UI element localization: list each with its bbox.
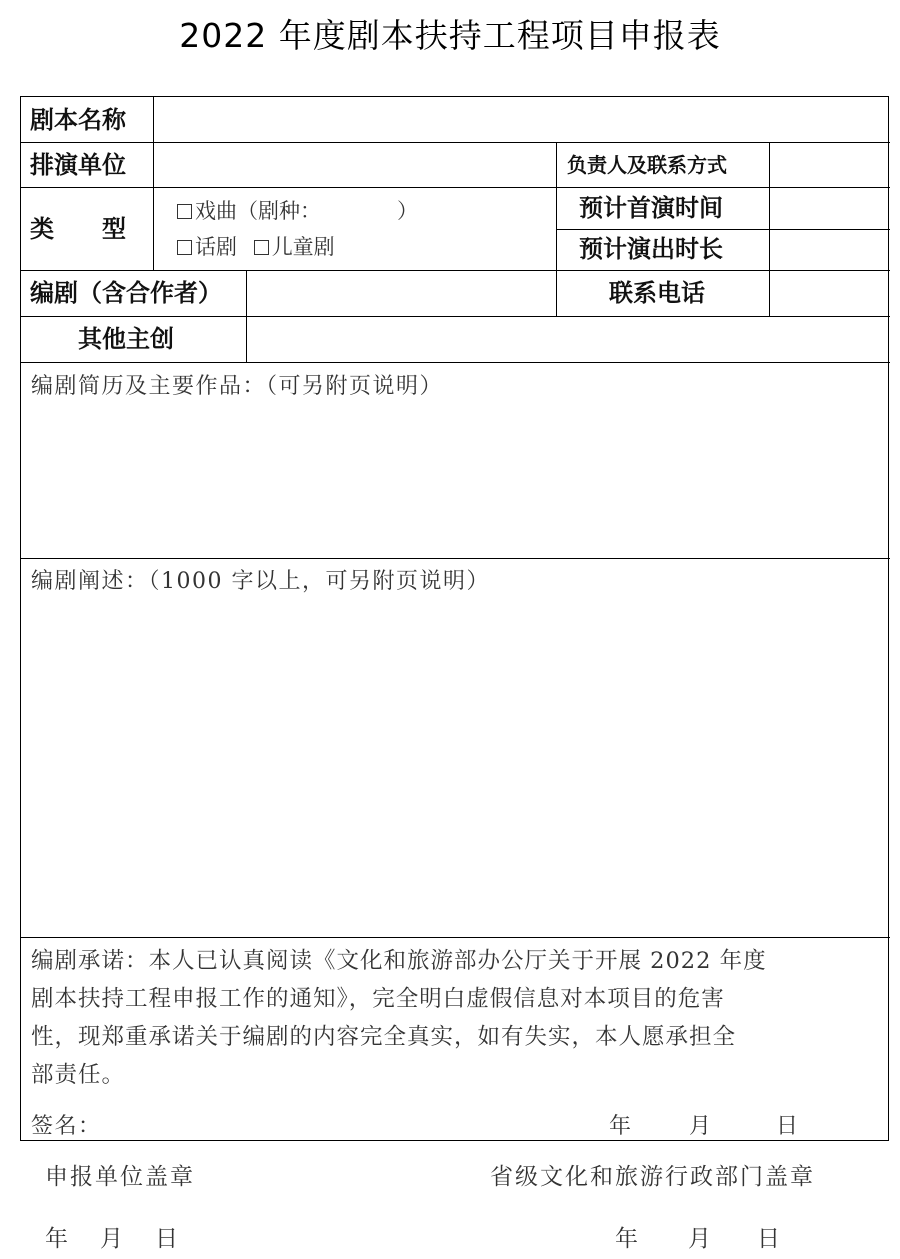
contact-person-label: 负责人及联系方式	[567, 153, 727, 177]
row-divider	[21, 362, 890, 363]
row-divider	[21, 187, 890, 188]
script-name-label: 剧本名称	[30, 106, 126, 134]
row-divider	[21, 316, 890, 317]
unit-date-year: 年	[45, 1226, 70, 1252]
first-performance-time-label: 预计首演时间	[579, 194, 723, 222]
performing-unit-label: 排演单位	[30, 151, 126, 179]
row-divider	[21, 937, 890, 938]
opera-checkbox[interactable]	[177, 204, 192, 219]
performance-duration-label: 预计演出时长	[579, 235, 723, 263]
page-title: 2022 年度剧本扶持工程项目申报表	[179, 16, 721, 55]
type-label: 类 型	[30, 215, 126, 243]
province-date-year: 年	[615, 1226, 640, 1252]
col-divider	[769, 142, 770, 316]
drama-option-label: 话剧	[195, 235, 237, 259]
signature-date-day: 日	[776, 1114, 800, 1139]
col-divider	[246, 270, 247, 362]
type-options-line2	[177, 233, 335, 261]
col-divider	[153, 97, 154, 270]
row-divider	[21, 558, 890, 559]
children-checkbox[interactable]	[254, 240, 269, 255]
commitment-line: 编剧承诺：本人已认真阅读《文化和旅游部办公厅关于开展 2022 年度	[31, 948, 767, 974]
unit-date-day: 日	[155, 1226, 180, 1252]
playwright-label: 编剧（含合作者）	[30, 279, 222, 307]
opera-option-close: ）	[397, 199, 418, 223]
signature-date-year: 年	[609, 1114, 633, 1139]
phone-label: 联系电话	[609, 279, 705, 307]
province-date-day: 日	[757, 1226, 782, 1252]
row-divider	[21, 142, 890, 143]
opera-option-label: 戏曲（剧种：	[195, 199, 321, 223]
signature-date-month: 月	[689, 1114, 713, 1139]
children-option-label: 儿童剧	[271, 235, 335, 259]
province-seal-label: 省级文化和旅游行政部门盖章	[490, 1164, 815, 1190]
other-creators-label: 其他主创	[78, 325, 174, 353]
commitment-paragraph	[31, 942, 881, 1094]
commitment-line: 剧本扶持工程申报工作的通知》，完全明白虚假信息对本项目的危害	[31, 986, 725, 1012]
unit-date-month: 月	[100, 1226, 125, 1252]
signature-label: 签名：	[31, 1114, 102, 1139]
resume-section-label: 编剧简历及主要作品：（可另附页说明）	[31, 374, 444, 399]
application-form	[20, 96, 889, 1141]
row-divider	[21, 270, 890, 271]
commitment-line: 性，现郑重承诺关于编剧的内容完全真实，如有失实，本人愿承担全	[31, 1024, 737, 1050]
col-divider	[556, 142, 557, 316]
type-options-line1	[177, 197, 418, 225]
statement-section-label: 编剧阐述：（1000 字以上，可另附页说明）	[31, 569, 490, 594]
drama-checkbox[interactable]	[177, 240, 192, 255]
province-date-month: 月	[688, 1226, 713, 1252]
row-divider	[556, 229, 890, 230]
commitment-line: 部责任。	[31, 1062, 126, 1088]
unit-seal-label: 申报单位盖章	[45, 1164, 195, 1190]
